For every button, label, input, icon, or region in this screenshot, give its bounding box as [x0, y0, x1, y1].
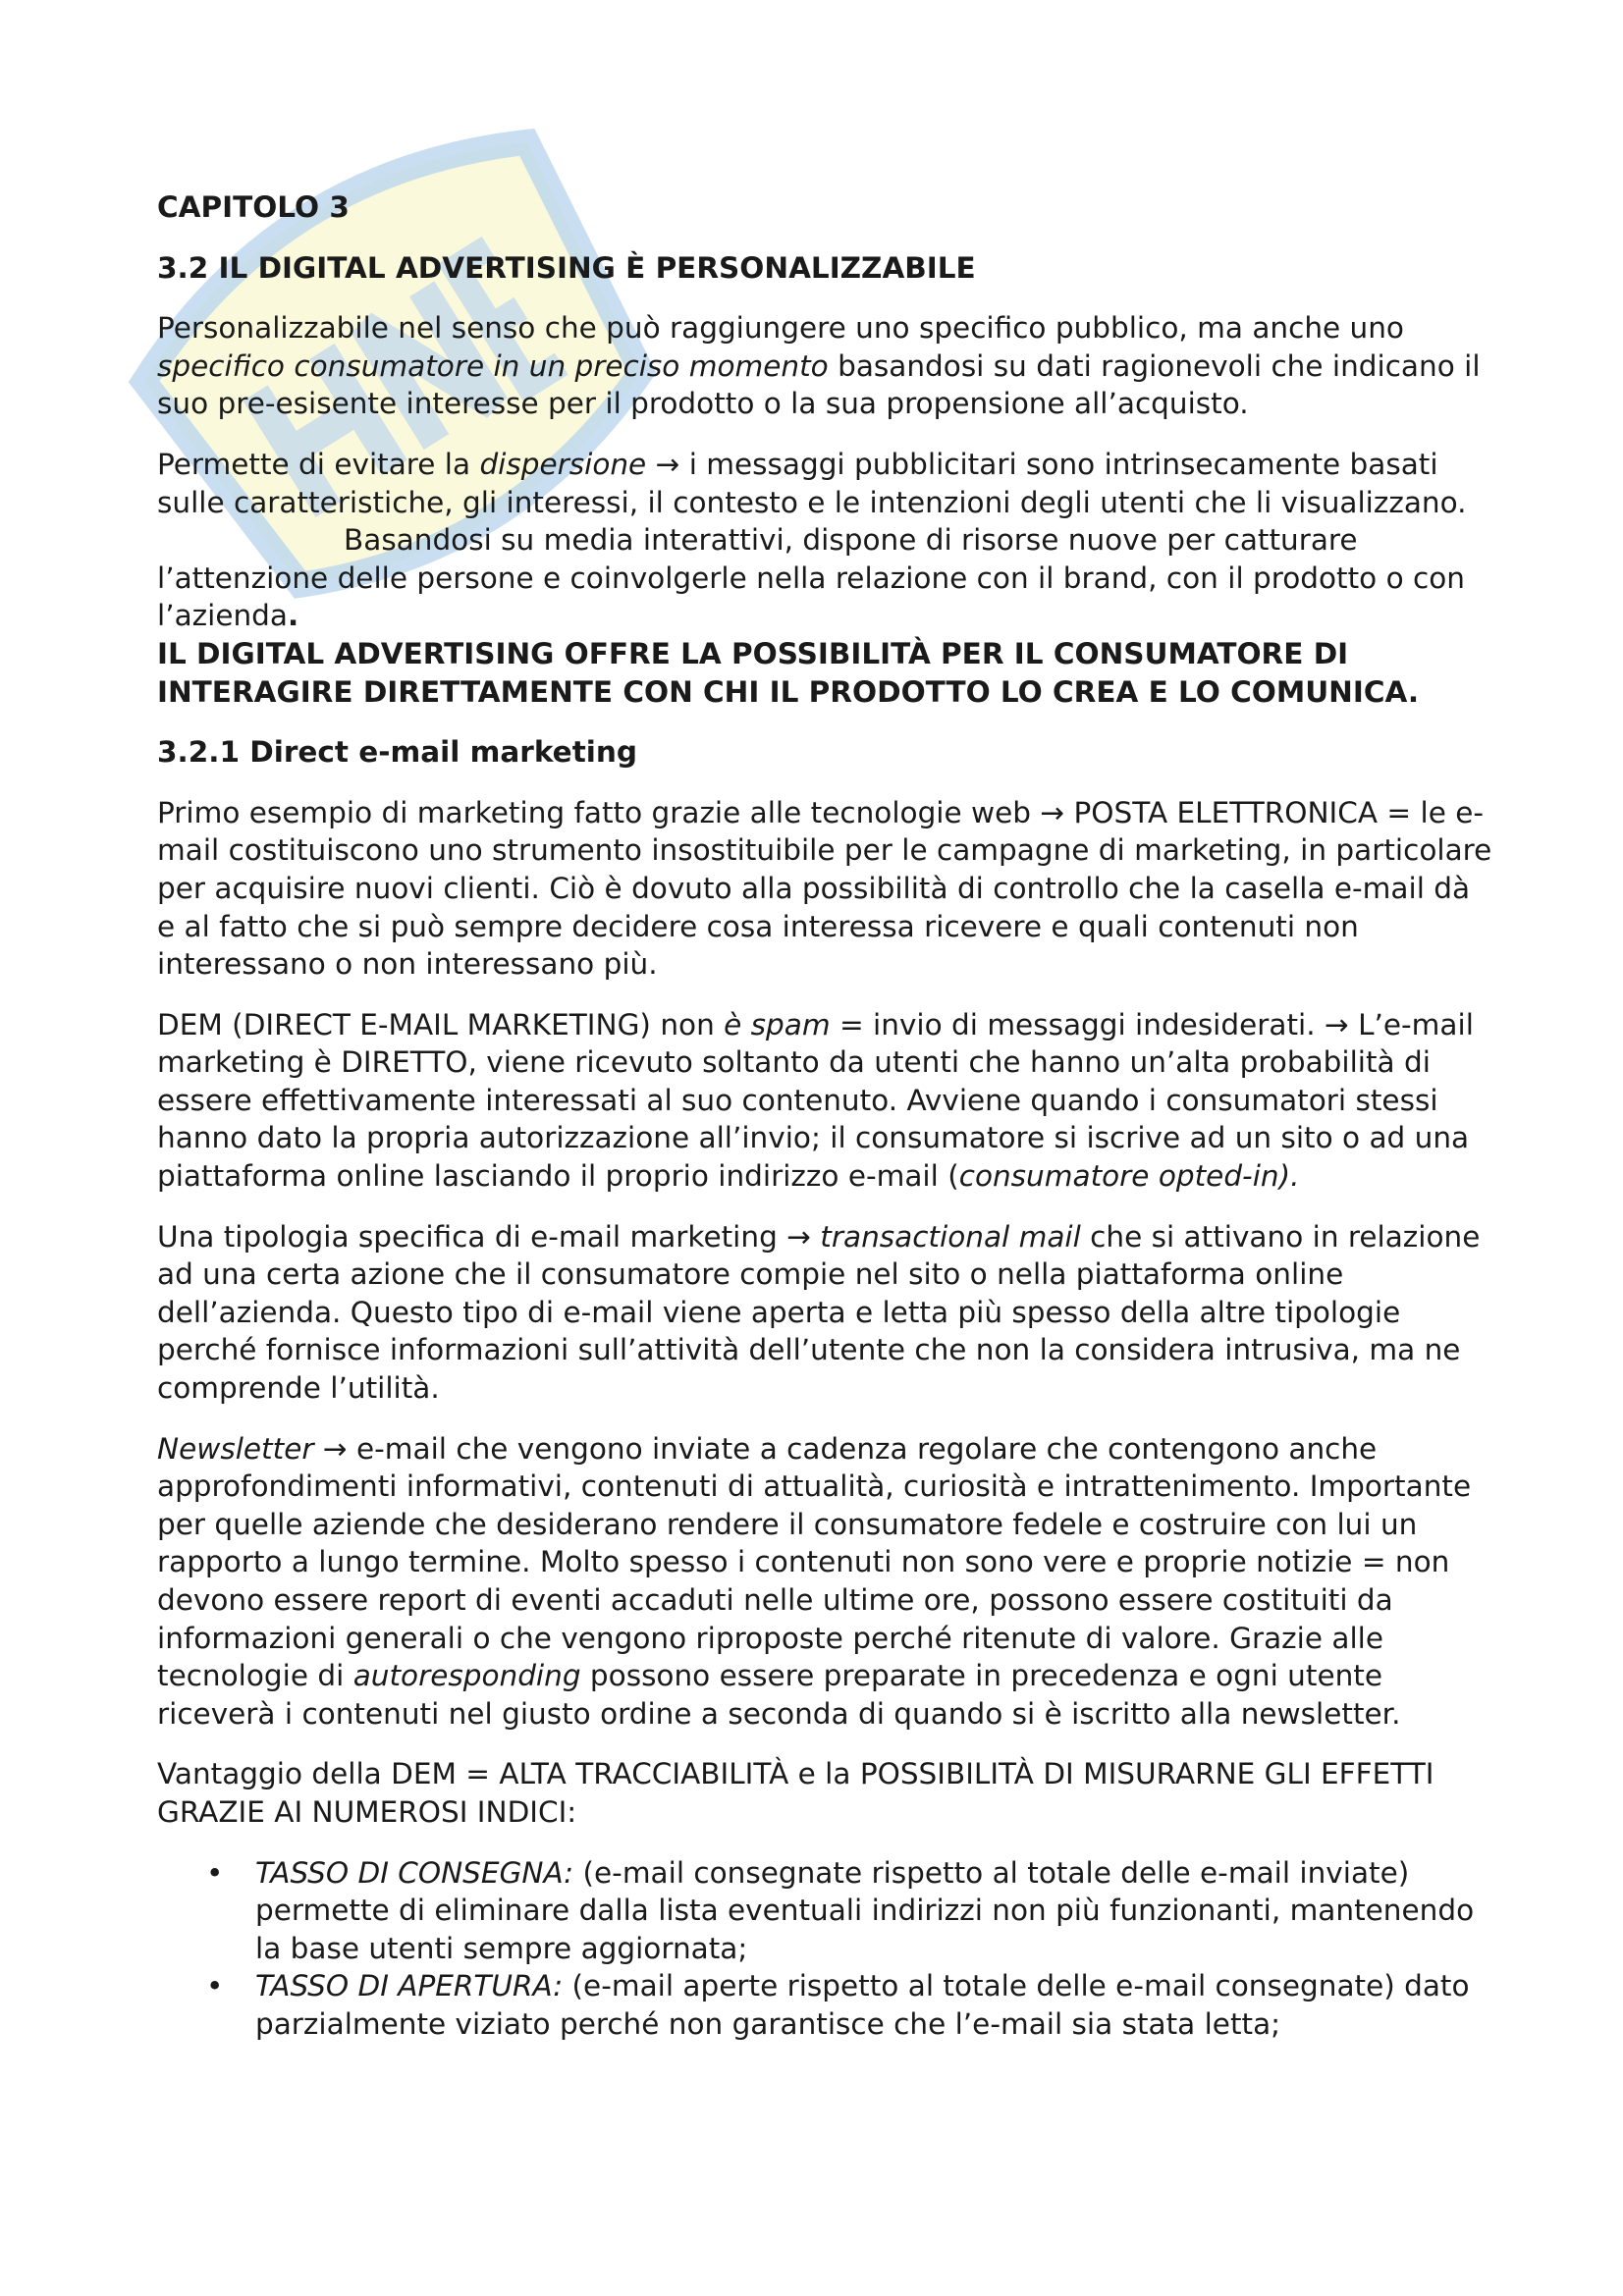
section-title: 3.2 IL DIGITAL ADVERTISING È PERSONALIZZABILE — [157, 250, 976, 285]
paragraph-posta-elettronica: Primo esempio di marketing fatto grazie alle tecnologie web → POSTA ELETTRONICA = le e-mail costituiscono uno strumento insostituibile per le campagne di marketing, in particolare per acquisire nuovi clienti. Ciò è dovuto alla possibilità di controllo che la casella e-mail dà e al fatto che si può sempre decidere cosa interessa ricevere e quali contenuti non interessano o non interessano più. — [157, 795, 1492, 982]
chapter-title: CAPITOLO 3 — [157, 190, 350, 224]
paragraph-vantaggio-dem: Vantaggio della DEM = ALTA TRACCIABILITÀ e la POSSIBILITÀ DI MISURARNE GLI EFFETTI GRAZIE AI NUMEROSI INDICI: — [157, 1757, 1434, 1829]
paragraph-dispersione: Permette di evitare la dispersione → i messaggi pubblicitari sono intrinsecamente basati sulle caratteristiche, gli interessi, il contesto e le intenzioni degli utenti che li visualizzano.Basandosi su media interattivi, dispone di risorse nuove per catturare l’attenzione delle persone e coinvolgerle nella relazione con il brand, con il prodotto o con l’azienda. — [157, 447, 1467, 633]
bullet-icon: • — [206, 1969, 224, 2003]
paragraph-newsletter: Newsletter → e-mail che vengono inviate a cadenza regolare che contengono anche approfondimenti informativi, contenuti di attualità, curiosità e intrattenimento. Importante per quelle aziende che desiderano rendere il consumatore fedele e costruire con lui un rapporto a lungo termine. Molto spesso i contenuti non sono vere e proprie notizie = non devono essere report di eventi accaduti nelle ultime ore, possono essere costituiti da informazioni generali o che vengono riproposte perché ritenute di valore. Grazie alle tecnologie di autoresponding possono essere preparate in precedenza e ogni utente riceverà i contenuti nel giusto ordine a seconda di quando si è iscritto alla newsletter. — [157, 1431, 1472, 1731]
document-page — [157, 188, 1492, 2044]
subsection-title: 3.2.1 Direct e-mail marketing — [157, 735, 638, 770]
paragraph-personalizzabile: Personalizzabile nel senso che può raggiungere uno specifico pubblico, ma anche uno specifico consumatore in un preciso momento basandosi su dati ragionevoli che indicano il suo pre-esisente interesse per il prodotto o la sua propensione all’acquisto. — [157, 311, 1481, 421]
bullet-icon: • — [206, 1855, 224, 1890]
paragraph-transactional-mail: Una tipologia specifica di e-mail marketing → transactional mail che si attivano in relazione ad una certa azione che il consumatore compie nel sito o nella piattaforma online dell’azienda. Questo tipo di e-mail viene aperta e letta più spesso della altre tipologie perché fornisce informazioni sull’attività dell’utente che non la considera intrusiva, ma ne comprende l’utilità. — [157, 1219, 1481, 1406]
list-item: • TASSO DI CONSEGNA: (e-mail consegnate rispetto al totale delle e-mail inviate) permette di eliminare dalla lista eventuali indirizzi non più funzionanti, mantenendo la base utenti sempre aggiornata; — [206, 1855, 1475, 1965]
highlight-banner: IL DIGITAL ADVERTISING OFFRE LA POSSIBILITÀ PER IL CONSUMATORE DI INTERAGIRE DIRETTAMENTE CON CHI IL PRODOTTO LO CREA E LO COMUNICA. — [157, 636, 1420, 709]
arrow-right-icon: → — [646, 447, 689, 481]
arrow-right-icon: → — [1031, 795, 1074, 829]
list-item: • TASSO DI APERTURA: (e-mail aperte rispetto al totale delle e-mail consegnate) dato parzialmente viziato perché non garantisce che l’e-mail sia stata letta; — [206, 1969, 1470, 2041]
arrow-right-icon: → — [313, 1431, 356, 1466]
indici-list — [157, 1854, 1492, 2044]
arrow-right-icon: → — [777, 1219, 821, 1254]
paragraph-dem: DEM (DIRECT E-MAIL MARKETING) non è spam = invio di messaggi indesiderati. → L’e-mail marketing è DIRETTO, viene ricevuto soltanto da utenti che hanno un’alta probabilità di essere effettivamente interessati al suo contenuto. Avviene quando i consumatori stessi hanno dato la propria autorizzazione all’invio; il consumatore si iscrive ad un sito o ad una piattaforma online lasciando il proprio indirizzo e-mail (consumatore opted-in). — [157, 1007, 1474, 1194]
arrow-right-icon: → — [1324, 1007, 1349, 1041]
